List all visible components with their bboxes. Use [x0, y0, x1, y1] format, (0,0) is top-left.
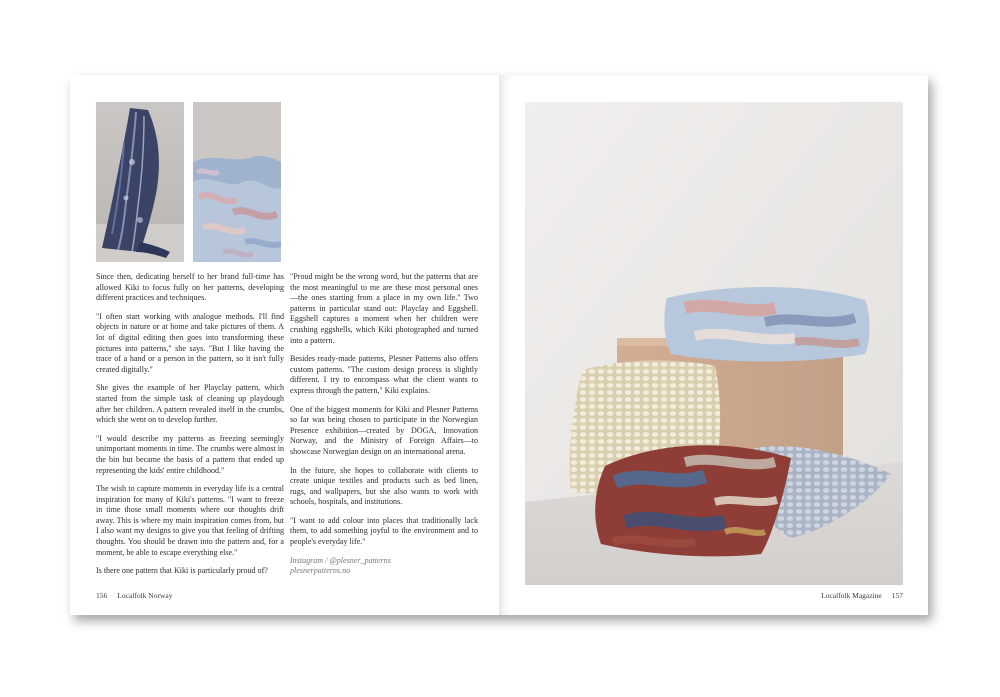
left-page	[70, 75, 500, 615]
paragraph: "I want to add colour into places that traditionally lack them, to add something joyful to the environment and to people's everyday life."	[290, 515, 478, 547]
article-column-1	[96, 272, 284, 585]
paragraph: She gives the example of her Playclay pattern, which started from the simple task of cleaning up playdough after her children. A pattern revealed itself in the crumbs, which she went on to develop further.	[96, 383, 284, 425]
crumpled-fabric-photo	[193, 102, 281, 262]
folio-right	[821, 591, 903, 600]
page-number: 156	[96, 591, 108, 600]
folio-label: Localfolk Norway	[117, 591, 173, 600]
folio-left	[96, 591, 172, 600]
paragraph: Is there one pattern that Kiki is particularly proud of?	[96, 566, 268, 576]
paragraph: One of the biggest moments for Kiki and Plesner Patterns so far was being chosen to participate in the Norwegian Presence exhibition—created by DOGA, Innovation Norway, and the Ministry of Foreign Affairs—to showcase Norwegian design on an international arena.	[290, 404, 478, 456]
paragraph: The wish to capture moments in everyday life is a central inspiration for many of Kiki's patterns. "I want to freeze in time those small moments where our thoughts drift away. This is where my main inspiration comes from, but I also want my designs to give you that feeling of drifting thoughts. You should be drawn into the pattern and, for a moment, be able to escape everything else."	[96, 484, 284, 557]
draped-fabric-photo	[96, 102, 184, 262]
instagram-credit: Instagram / @plesner_patterns	[290, 555, 391, 565]
paragraph: "Proud might be the wrong word, but the patterns that are the most meaningful to me are these most personal ones—the ones starting from a place in my own life." Two patterns in particular stand out: Playclay and Eggshell. Eggshell captures a moment when her children were crushing eggshells, which Kiki photographed and turned into a pattern.	[290, 272, 478, 345]
paragraph: In the future, she hopes to collaborate with clients to create unique textiles and products such as bed linen, rugs, and wallpapers, but she also wants to work with schools, hospitals, and institutions.	[290, 465, 478, 507]
page-number: 157	[891, 591, 903, 600]
cushions-photo	[525, 102, 903, 585]
paragraph: "I often start working with analogue methods. I'll find objects in nature or at home and take pictures of them. A lot of digital editing then goes into transforming these pictures into patterns," she says. "But I like having the trace of a hand or a person in the pattern, so it isn't fully created digitally."	[96, 311, 284, 374]
website-credit: plesnerpatterns.no	[290, 566, 351, 576]
magazine-spread	[70, 75, 928, 615]
paragraph: "I would describe my patterns as freezing seemingly unimportant moments in time. The crumbs were almost in the bin but became the basis of a pattern that ended up representing the kids' entire childhood."	[96, 433, 284, 475]
paragraph: Besides ready-made patterns, Plesner Patterns also offers custom patterns. "The custom design process is slightly different. I try to encompass what the client wants to express through the pattern," Kiki explains.	[290, 354, 478, 395]
article-column-2	[290, 272, 478, 577]
right-page	[499, 75, 928, 615]
credits	[290, 556, 478, 577]
folio-label: Localfolk Magazine	[821, 591, 882, 600]
paragraph: Since then, dedicating herself to her brand full-time has allowed Kiki to focus fully on her patterns, developing different practices and techniques.	[96, 272, 284, 303]
